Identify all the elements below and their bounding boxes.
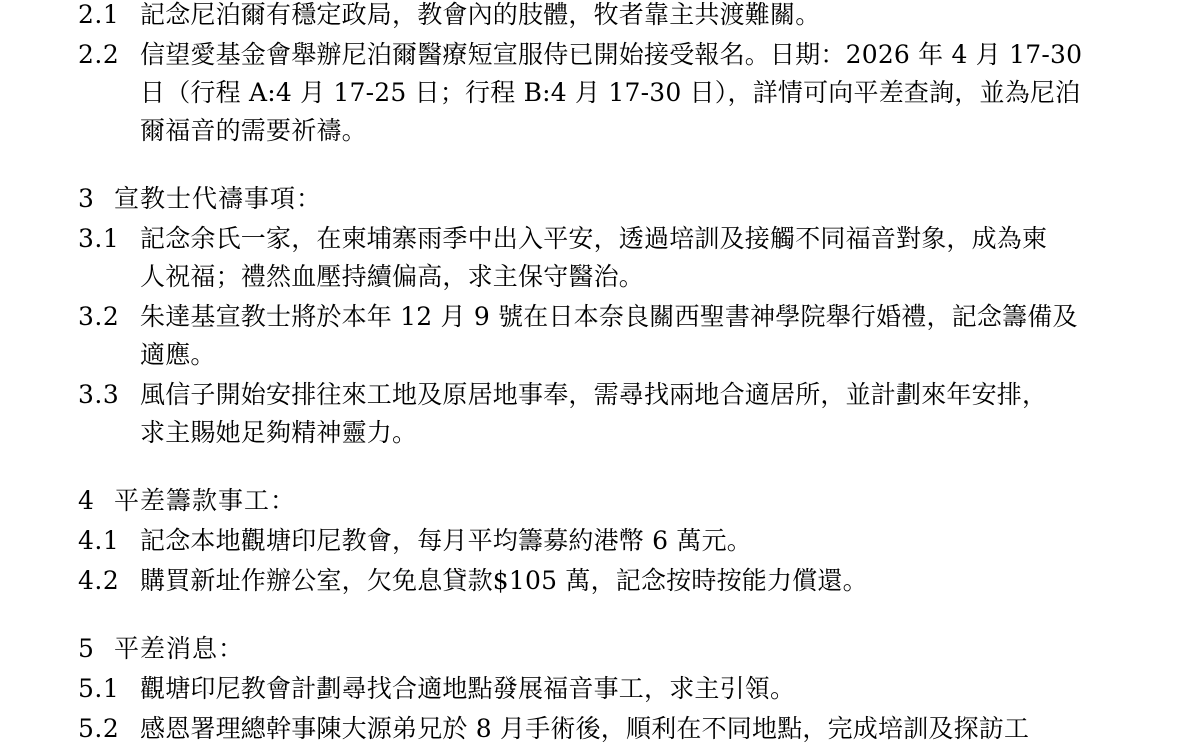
- item-line: 信望愛基金會舉辦尼泊爾醫療短宣服侍已開始接受報名。日期：2026 年 4 月 17-30: [140, 40, 1083, 69]
- list-item: [78, 36, 1160, 150]
- item-line: 觀塘印尼教會計劃尋找合適地點發展福音事工，求主引領。: [140, 674, 796, 703]
- item-number: 3.1: [78, 224, 120, 253]
- item-line: 適應。: [140, 340, 216, 369]
- item-number: 4.2: [78, 566, 120, 595]
- item-line: 記念余氏一家，在柬埔寨雨季中出入平安，透過培訓及接觸不同福音對象，成為柬: [140, 224, 1048, 253]
- item-line: 記念本地觀塘印尼教會，每月平均籌募約港幣 6 萬元。: [140, 526, 753, 555]
- item-line: 爾福音的需要祈禱。: [140, 116, 367, 145]
- section-title: 平差籌款事工：: [114, 486, 297, 515]
- section-heading: [78, 180, 1160, 218]
- item-text: [140, 36, 1160, 150]
- section-2: [78, 0, 1160, 150]
- item-line: 風信子開始安排往來工地及原居地事奉，需尋找兩地合適居所，並計劃來年安排，: [140, 380, 1048, 409]
- item-number: 3.3: [78, 380, 120, 409]
- item-number: 5.1: [78, 674, 120, 703]
- section-title: 平差消息：: [114, 634, 245, 663]
- section-number: 4: [78, 486, 95, 515]
- item-line: 感恩署理總幹事陳大源弟兄於 8 月手術後，順利在不同地點，完成培訓及探訪工: [140, 714, 1030, 743]
- list-item: [78, 220, 1160, 296]
- item-text: [140, 298, 1160, 374]
- item-text: [140, 522, 1160, 560]
- list-item: [78, 710, 1160, 748]
- section-number: 3: [78, 184, 95, 213]
- item-line: 記念尼泊爾有穩定政局，教會內的肢體，牧者靠主共渡難關。: [140, 0, 821, 29]
- item-text: [140, 220, 1160, 296]
- item-line: 朱達基宣教士將於本年 12 月 9 號在日本奈良關西聖書神學院舉行婚禮，記念籌備及: [140, 302, 1078, 331]
- list-item: [78, 670, 1160, 708]
- list-item: [78, 298, 1160, 374]
- list-item: [78, 376, 1160, 452]
- item-number: 2.2: [78, 40, 120, 69]
- list-item: [78, 562, 1160, 600]
- section-5: [78, 630, 1160, 748]
- item-line: 購買新址作辦公室，欠免息貸款$105 萬，記念按時按能力償還。: [140, 566, 868, 595]
- item-number: 5.2: [78, 714, 120, 743]
- list-item: [78, 522, 1160, 560]
- document-body: [78, 0, 1160, 754]
- item-number: 4.1: [78, 526, 120, 555]
- item-text: [140, 376, 1160, 452]
- list-item: [78, 0, 1160, 34]
- section-3: [78, 180, 1160, 452]
- item-line: 人祝福；禮然血壓持續偏高，求主保守醫治。: [140, 262, 645, 291]
- item-text: [140, 562, 1160, 600]
- item-text: [140, 710, 1160, 748]
- section-title: 宣教士代禱事項：: [114, 184, 323, 213]
- item-line: 日（行程 A:4 月 17-25 日；行程 B:4 月 17-30 日），詳情可向平差查詢，並為尼泊: [140, 78, 1081, 107]
- section-4: [78, 482, 1160, 600]
- item-number: 2.1: [78, 0, 120, 29]
- section-heading: [78, 630, 1160, 668]
- item-text: [140, 0, 1160, 34]
- item-line: 求主賜她足夠精神靈力。: [140, 418, 418, 447]
- item-text: [140, 670, 1160, 708]
- section-heading: [78, 482, 1160, 520]
- section-number: 5: [78, 634, 95, 663]
- item-number: 3.2: [78, 302, 120, 331]
